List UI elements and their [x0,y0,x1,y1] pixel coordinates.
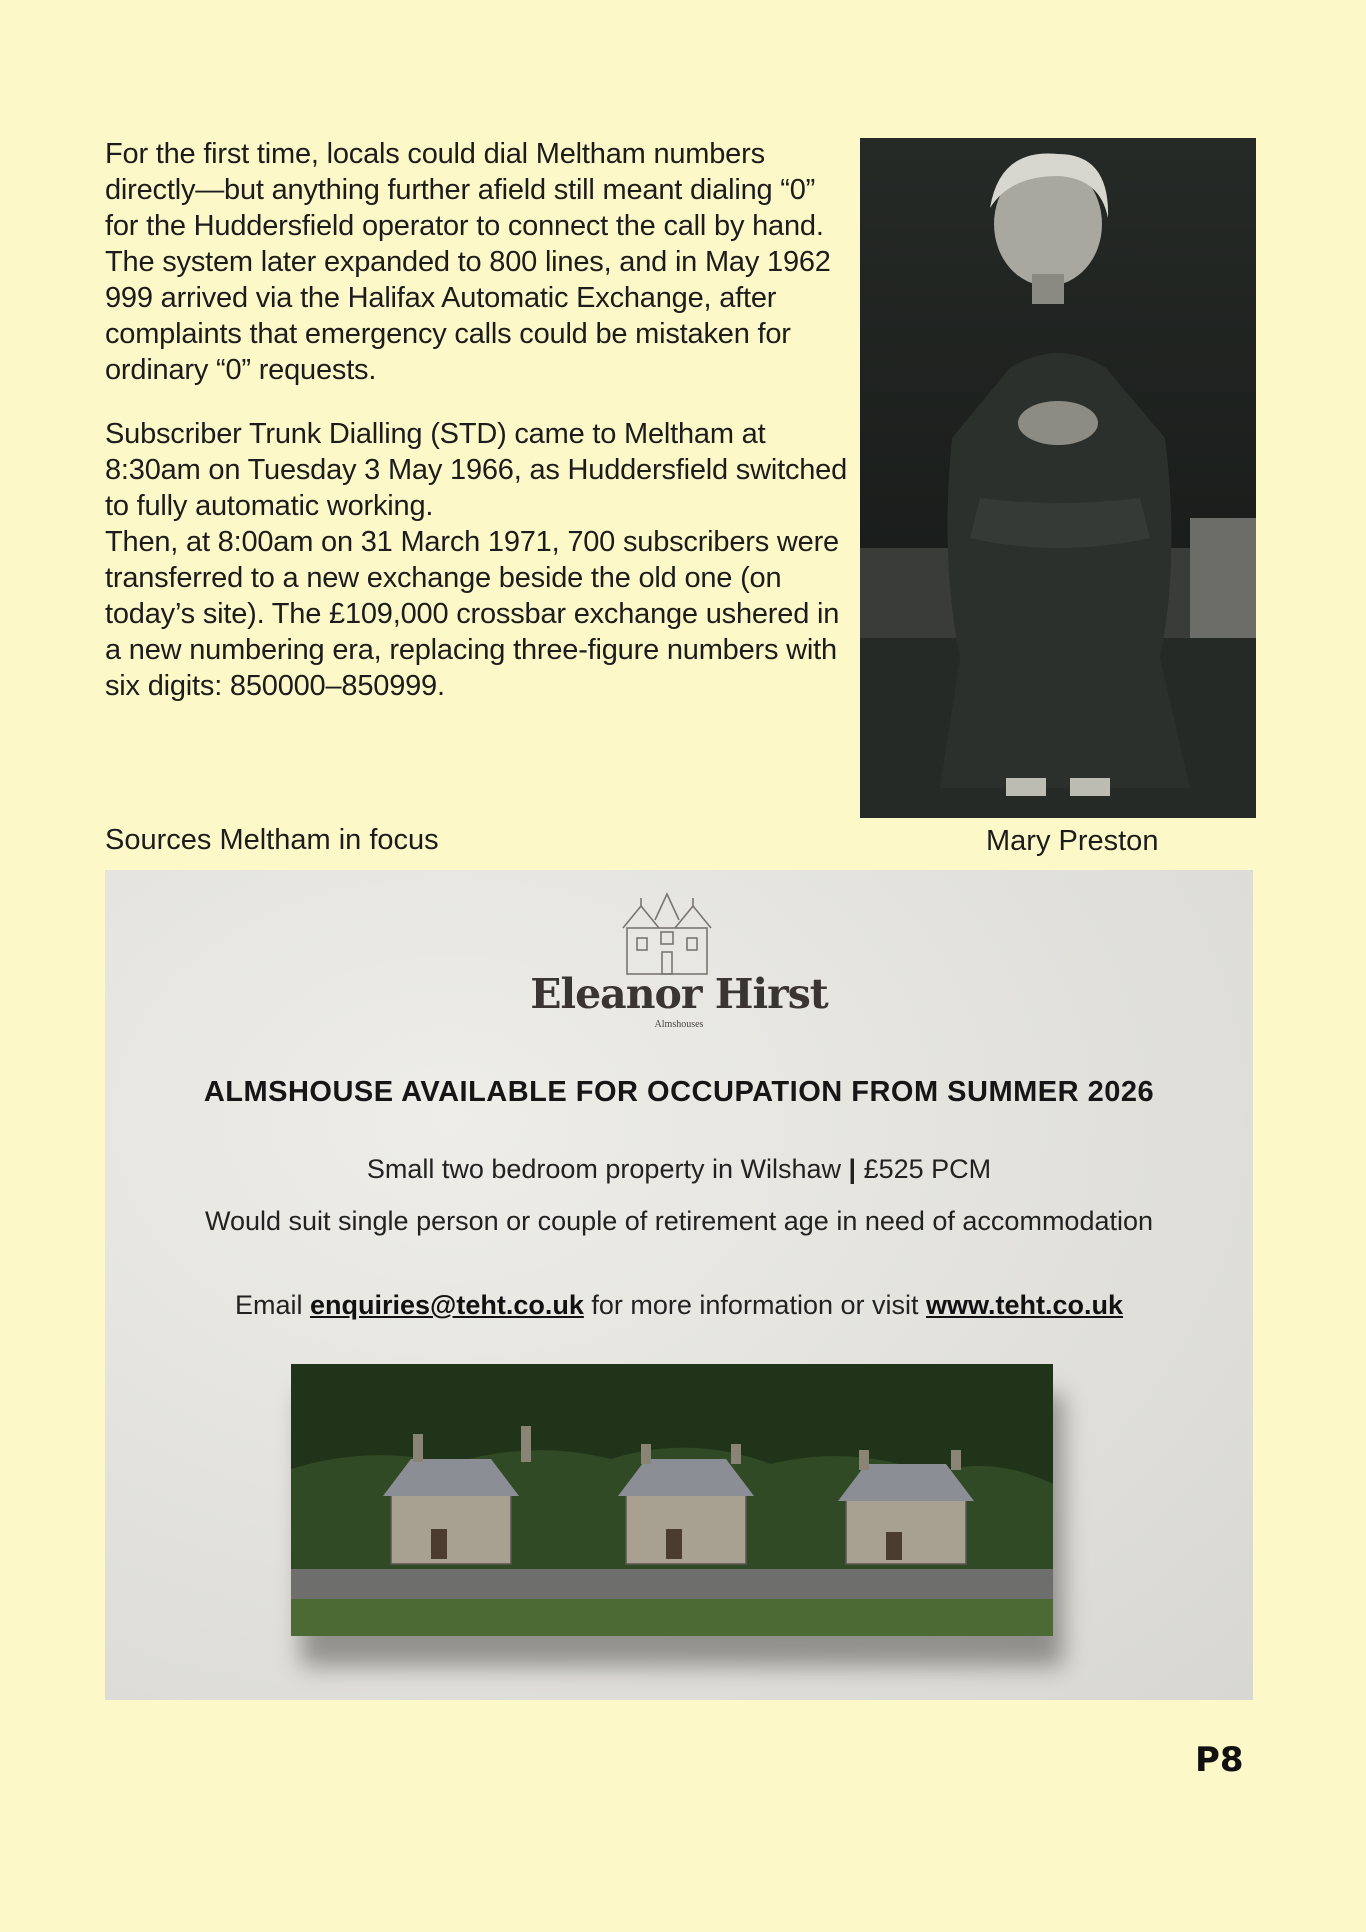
website-link[interactable]: www.teht.co.uk [926,1290,1124,1320]
almshouses-photo [291,1364,1053,1636]
almshouse-logo-icon [613,888,721,978]
article-text [105,136,850,704]
email-mid-text: for more information or visit [591,1290,919,1320]
portrait-image [860,138,1256,818]
suitability-line: Would suit single person or couple of retirement age in need of accommodation [204,1206,1154,1236]
sources-line: Sources Meltham in focus [105,824,439,856]
photo-caption: Mary Preston [986,825,1159,857]
email-prefix: Email [234,1290,303,1320]
article-paragraph-3: Then, at 8:00am on 31 March 1971, 700 subscribers were transferred to a new exchange beside the old one (on today’s site). The £109,000 crossbar exchange ushered in a new numbering era, replacing three-figure numbers with six digits: 850000–850999. [105,526,840,702]
article-paragraph-1: For the first time, locals could dial Meltham numbers directly—but anything further afield still meant dialing “0” for the Huddersfield operator to connect the call by hand. The system later expanded to 800 lines, and in May 1962 999 arrived via the Halifax Automatic Exchange, after complaints that emergency calls could be mistaken for ordinary “0” requests. [105,138,831,386]
contact-line [105,1290,1253,1321]
article-paragraph-2: Subscriber Trunk Dialling (STD) came to Meltham at 8:30am on Tuesday 3 May 1966, as Huddersfield switched to fully automatic working. [105,418,848,522]
almshouse-advert [105,870,1253,1700]
brand-subtitle: Almshouses [654,1019,704,1030]
brand-name: Eleanor Hirst [530,970,828,1018]
mary-preston-photo [860,138,1256,818]
separator: | [848,1154,857,1184]
advert-headline: ALMSHOUSE AVAILABLE FOR OCCUPATION FROM SUMMER 2026 [203,1076,1155,1108]
price-text: £525 PCM [863,1154,992,1184]
email-link[interactable]: enquiries@teht.co.uk [309,1290,584,1320]
page-number: P8 [1195,1740,1244,1780]
property-text: Small two bedroom property in Wilshaw [366,1154,841,1184]
property-line [105,1154,1253,1185]
almshouses-image [291,1364,1053,1636]
